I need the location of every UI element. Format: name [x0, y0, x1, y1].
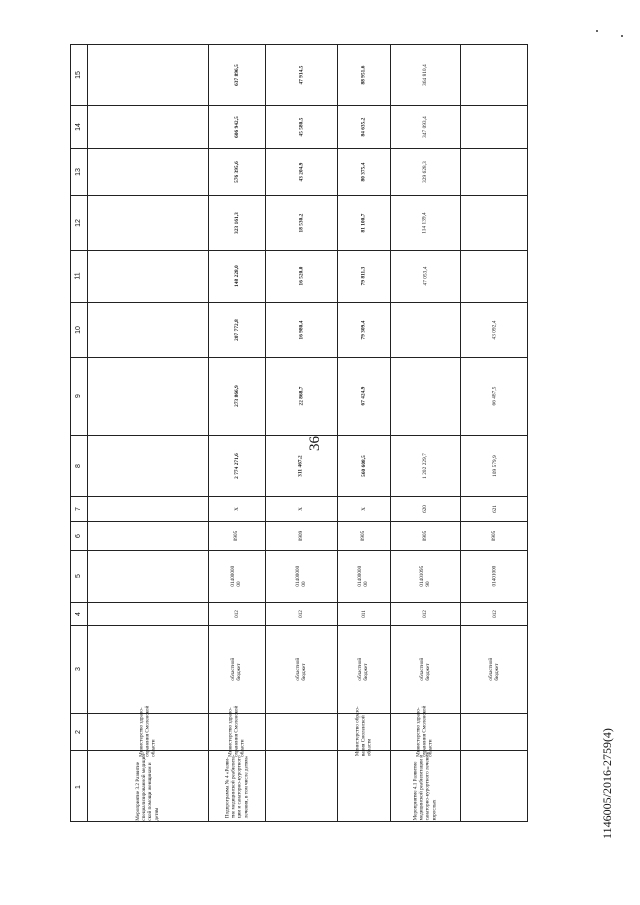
- column-number-1: [71, 750, 87, 823]
- cell-r2-c10: [208, 302, 265, 357]
- cell-text: 6: [75, 533, 82, 538]
- cell-text: 01401000: [491, 565, 498, 587]
- cell-text: Министерство здраво- охранения Смоленской области: [138, 705, 157, 758]
- cell-text: 012: [233, 609, 240, 618]
- cell-text: Министерство образо- вания Смоленской области: [354, 706, 373, 757]
- column-number-13: [71, 148, 87, 195]
- document-code: 1146005/2016-2759(4): [599, 727, 614, 839]
- cell-text: 109 579,9: [491, 454, 498, 477]
- cell-text: 13: [74, 167, 82, 176]
- cell-text: 323 161,3: [233, 211, 240, 234]
- cell-text: 364 810,4: [422, 64, 428, 86]
- cell-text: 3: [75, 667, 82, 671]
- cell-text: 0905: [422, 530, 428, 541]
- cell-text: 620: [422, 504, 428, 513]
- cell-text: 01400000 00: [230, 565, 243, 587]
- cell-r4-c3: [337, 625, 390, 713]
- cell-r4-c5: [337, 550, 390, 602]
- cell-text: 637 896,5: [233, 64, 240, 86]
- column-number-7: [71, 496, 87, 521]
- cell-text: Министерство здраво- охранения Смоленской области: [227, 705, 246, 758]
- cell-text: 311 467,2: [298, 454, 304, 477]
- column-number-2: [71, 713, 87, 750]
- cell-r3-c10: [265, 302, 337, 357]
- cell-r4-c6: [337, 521, 390, 550]
- cell-text: 88 951,6: [360, 65, 367, 85]
- cell-text: 0909: [298, 530, 304, 541]
- cell-r6-c3: [460, 625, 529, 713]
- cell-text: 12: [74, 218, 82, 227]
- cell-r5-c1: [390, 750, 460, 823]
- cell-r5-c6: [390, 521, 460, 550]
- cell-text: 01400000 00: [294, 565, 307, 587]
- cell-r5-c5: [390, 550, 460, 602]
- cell-r5-c8: [390, 435, 460, 496]
- cell-text: областной бюджет: [488, 657, 501, 681]
- cell-text: 11: [75, 272, 82, 280]
- cell-r6-c10: [460, 302, 529, 357]
- cell-r3-c4: [265, 602, 337, 625]
- cell-text: X: [298, 506, 304, 511]
- cell-text: 207 772,8: [233, 318, 240, 341]
- column-number-15: [71, 45, 87, 105]
- cell-text: 0905: [233, 530, 240, 541]
- cell-r3-c6: [265, 521, 337, 550]
- cell-text: 47 053,4: [422, 266, 428, 286]
- cell-r2-c12: [208, 195, 265, 250]
- column-number-4: [71, 602, 87, 625]
- cell-text: 8: [75, 463, 82, 468]
- cell-text: 114 139,4: [422, 211, 428, 234]
- cell-r5-c7: [390, 496, 460, 521]
- cell-r5-c3: [390, 625, 460, 713]
- cell-r5-c4: [390, 602, 460, 625]
- cell-text: 2: [75, 729, 82, 734]
- cell-r5-c2: [390, 705, 460, 758]
- cell-r1-c2: [87, 705, 208, 758]
- cell-text: областной бюджет: [418, 657, 431, 681]
- cell-text: 0905: [491, 530, 498, 541]
- cell-text: 5: [75, 574, 82, 578]
- cell-r2-c4: [208, 602, 265, 625]
- cell-text: 16 980,4: [298, 320, 304, 339]
- cell-text: 011: [360, 609, 367, 618]
- cell-text: 47 914,5: [298, 65, 304, 85]
- scan-speck: [596, 30, 598, 32]
- cell-r5-c11: [390, 250, 460, 302]
- cell-text: 66 487,5: [491, 386, 498, 406]
- cell-text: 0905: [360, 530, 367, 541]
- cell-r1-c1: [87, 750, 208, 823]
- column-number-5: [71, 550, 87, 602]
- cell-text: Министерство здраво- охранения Смоленской области: [415, 705, 435, 758]
- cell-text: 148 228,0: [233, 265, 240, 287]
- cell-r2-c15: [208, 45, 265, 105]
- cell-text: 01401095 90: [418, 565, 431, 587]
- cell-text: 1: [75, 784, 82, 789]
- cell-r5-c12: [390, 195, 460, 250]
- cell-text: 012: [422, 609, 428, 618]
- cell-text: 1 202 229,7: [422, 452, 428, 479]
- cell-text: 4: [75, 611, 82, 616]
- cell-text: Мероприятие 4.1 Развитие медицинской реабилитации и санаторно-курортного лечения взрослых: [412, 752, 438, 821]
- cell-text: 7: [75, 506, 82, 511]
- cell-text: 347 093,4: [422, 115, 428, 138]
- cell-r4-c14: [337, 105, 390, 148]
- column-number-6: [71, 521, 87, 550]
- cell-r4-c8: [337, 435, 390, 496]
- cell-text: 273 866,9: [233, 385, 240, 407]
- cell-text: Мероприятие 3.2 Развитие специализированной медицин- ской помощи женщинам и детям: [135, 752, 160, 821]
- cell-r4-c7: [337, 496, 390, 521]
- cell-r6-c5: [460, 550, 529, 602]
- column-number-9: [71, 357, 87, 435]
- cell-text: X: [233, 506, 240, 511]
- cell-text: 606 942,5: [233, 115, 240, 138]
- column-number-3: [71, 625, 87, 713]
- cell-text: 18 530,2: [298, 213, 304, 232]
- cell-r2-c2: [208, 705, 265, 758]
- cell-r4-c2: [337, 706, 390, 757]
- cell-text: 560 608,5: [360, 454, 367, 477]
- cell-r2-c14: [208, 105, 265, 148]
- cell-r4-c13: [337, 148, 390, 195]
- cell-text: 012: [298, 609, 304, 618]
- cell-text: областной бюджет: [230, 657, 243, 681]
- cell-text: 84 635,2: [360, 117, 367, 136]
- cell-r6-c4: [460, 602, 529, 625]
- cell-r3-c15: [265, 45, 337, 105]
- cell-text: 15: [74, 71, 82, 79]
- cell-text: 621: [491, 504, 498, 513]
- column-number-12: [71, 195, 87, 250]
- column-number-14: [71, 105, 87, 148]
- cell-text: 45 580,5: [298, 117, 304, 136]
- cell-text: областной бюджет: [357, 657, 370, 681]
- cell-text: Подпрограмма № 4 «Разви- тие медицинской реабилита- ции и санаторно-курортного лечения, в том числе детям»: [224, 754, 249, 819]
- cell-text: 012: [491, 609, 498, 618]
- scan-speck: [621, 35, 623, 37]
- cell-text: 01400000 00: [357, 565, 370, 587]
- cell-text: 43 092,4: [491, 320, 498, 339]
- cell-r2-c1: [208, 750, 265, 823]
- cell-r6-c8: [460, 435, 529, 496]
- cell-r4-c15: [337, 45, 390, 105]
- cell-text: 79 309,4: [360, 320, 367, 339]
- cell-text: 329 628,3: [422, 160, 428, 183]
- column-number-11: [71, 250, 87, 302]
- cell-text: 43 204,9: [298, 162, 304, 181]
- cell-r4-c10: [337, 302, 390, 357]
- page-number: 36: [306, 435, 323, 451]
- cell-r4-c4: [337, 602, 390, 625]
- cell-r3-c14: [265, 105, 337, 148]
- cell-r3-c11: [265, 250, 337, 302]
- cell-r3-c12: [265, 195, 337, 250]
- cell-r2-c6: [208, 521, 265, 550]
- cell-r2-c13: [208, 148, 265, 195]
- cell-r6-c9: [460, 357, 529, 435]
- cell-text: 2 774 271,6: [233, 452, 240, 479]
- cell-r4-c11: [337, 250, 390, 302]
- cell-text: 10: [74, 325, 82, 334]
- cell-text: областной бюджет: [294, 657, 307, 681]
- cell-r3-c7: [265, 496, 337, 521]
- cell-text: 22 868,7: [298, 386, 304, 406]
- cell-text: 9: [75, 394, 82, 398]
- cell-r3-c5: [265, 550, 337, 602]
- cell-r4-c12: [337, 195, 390, 250]
- cell-r2-c11: [208, 250, 265, 302]
- column-number-8: [71, 435, 87, 496]
- cell-text: 16 520,0: [298, 266, 304, 286]
- cell-text: X: [360, 506, 367, 511]
- cell-r2-c3: [208, 625, 265, 713]
- cell-text: 79 811,3: [360, 266, 367, 286]
- cell-r5-c14: [390, 105, 460, 148]
- cell-r3-c8: [265, 435, 337, 496]
- cell-r6-c7: [460, 496, 529, 521]
- cell-text: 81 100,7: [360, 213, 367, 232]
- cell-r6-c6: [460, 521, 529, 550]
- cell-r2-c8: [208, 435, 265, 496]
- cell-r5-c15: [390, 45, 460, 105]
- column-number-10: [71, 302, 87, 357]
- cell-text: 67 424,9: [360, 386, 367, 406]
- cell-r4-c9: [337, 357, 390, 435]
- cell-text: 80 375,4: [360, 162, 367, 181]
- cell-text: 14: [74, 122, 82, 131]
- budget-table: [70, 44, 528, 822]
- cell-r5-c13: [390, 148, 460, 195]
- row-separator: [87, 45, 88, 821]
- cell-r2-c9: [208, 357, 265, 435]
- cell-r2-c5: [208, 550, 265, 602]
- cell-r2-c7: [208, 496, 265, 521]
- cell-r3-c3: [265, 625, 337, 713]
- cell-r3-c9: [265, 357, 337, 435]
- cell-r3-c13: [265, 148, 337, 195]
- cell-text: 576 395,6: [233, 160, 240, 183]
